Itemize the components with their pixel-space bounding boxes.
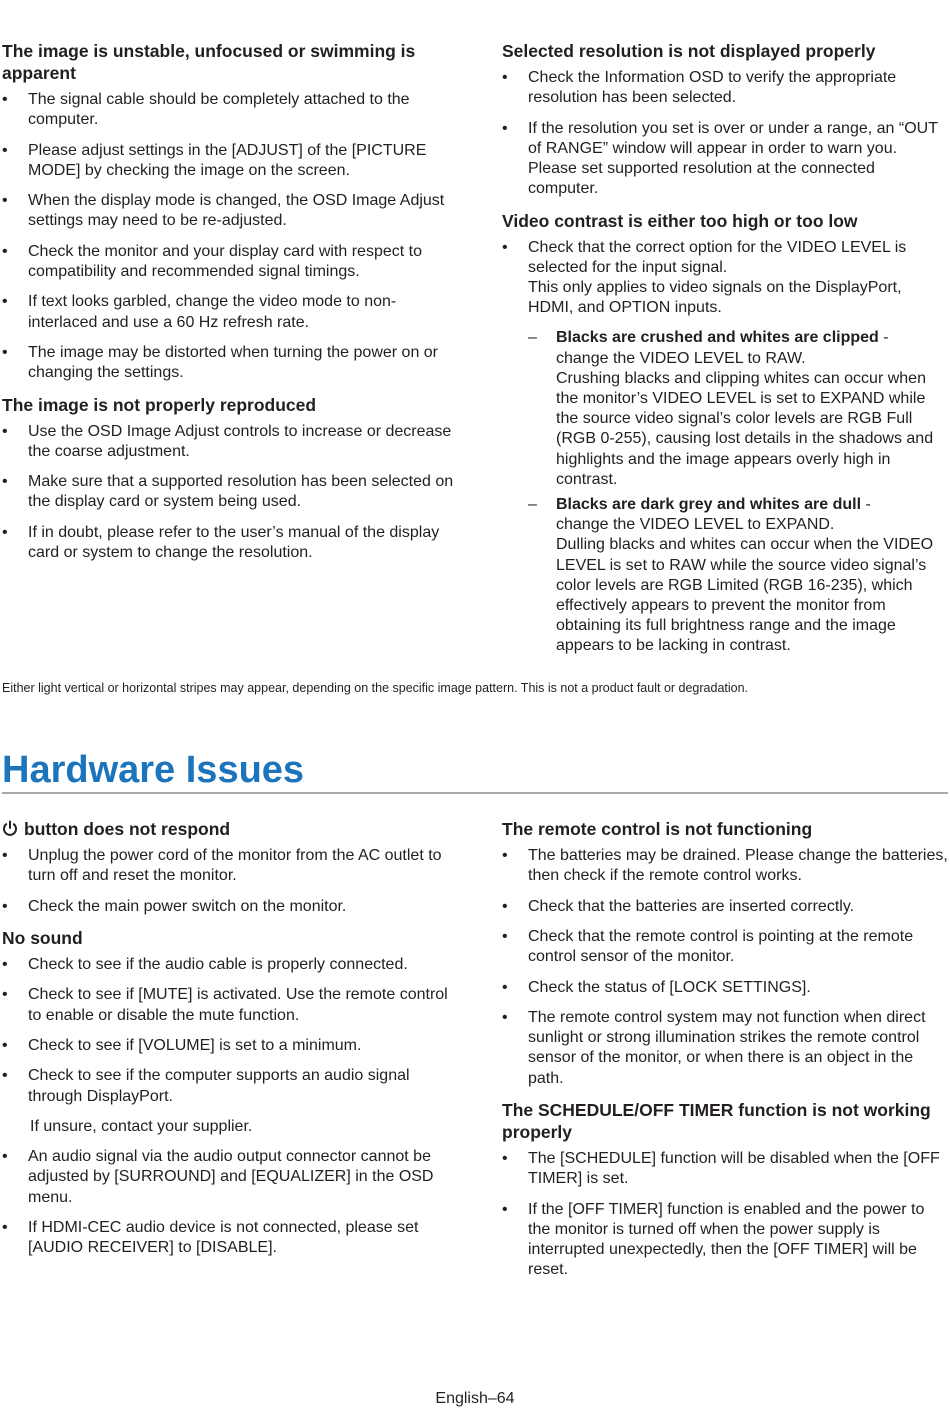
bullet-icon: • [2,955,8,973]
bullet-icon: • [2,1036,8,1054]
dash-item: – Blacks are dark grey and whites are dull - change the VIDEO LEVEL to EXPAND. Dulling blacks and whites can occur when the VIDEO LEVEL is set to RAW while the source video signal’s color levels are RGB Limited (RGB 16-235), which effectively appears to prevent the monitor from obtaining its full brightness range and the image appears to be lacking in contrast. [528,496,934,655]
list-item: • Check the monitor and your display card with respect to compatibility and recommended signal timings. [2,242,422,280]
bullet-icon: • [2,897,8,915]
bullet-list [502,846,948,1089]
list-item: • The signal cable should be completely attached to the computer. [2,91,410,129]
bullet-list [502,68,948,199]
note-text: If unsure, contact your supplier. [30,1117,253,1135]
bullet-icon: • [2,293,8,311]
section-resolution [502,40,948,199]
section-heading: The SCHEDULE/OFF TIMER function is not working properly [502,1099,931,1142]
section-image-not-reproduced [2,394,454,564]
section-heading: The image is not properly reproduced [2,394,317,415]
list-item: • If the resolution you set is over or under a range, an “OUT of RANGE” window will appear in order to warn you. Please set supported resolution at the connected computer. [502,119,938,198]
bullet-list [2,1147,454,1258]
list-item: • When the display mode is changed, the OSD Image Adjust settings may need to be re-adjusted. [2,192,445,230]
bullet-icon: • [2,473,8,491]
bullet-icon: • [2,986,8,1004]
bullet-list [2,422,454,564]
bullet-list [502,1149,948,1280]
list-item: • Check the main power switch on the monitor. [2,897,454,917]
dash-item: – Blacks are crushed and whites are clipped - change the VIDEO LEVEL to RAW. Crushing blacks and clipping whites can occur when the monitor’s VIDEO LEVEL is set to EXPAND while the source video signal’s color levels are RGB Full (RGB 0-255), causing lost details in the shadows and highlights and the image appears overly high in contrast. [528,329,934,488]
bullet-icon: • [502,978,508,996]
section-heading: Selected resolution is not displayed properly [502,41,876,61]
list-item: • An audio signal via the audio output connector cannot be adjusted by [SURROUND] and [EQUALIZER] in the OSD menu. [2,1148,434,1206]
bullet-icon: • [2,242,8,260]
hardware-right-column [502,818,948,1291]
bullet-list [502,238,948,657]
bullet-icon: • [502,69,508,86]
dash-icon: – [528,329,537,347]
list-item: • Please adjust settings in the [ADJUST] of the [PICTURE MODE] by checking the image on the screen. [2,141,427,179]
list-item: • If the [OFF TIMER] function is enabled and the power to the monitor is turned off when the power supply is interrupted unexpectedly, then the [OFF TIMER] will be reset. [502,1200,925,1279]
list-item: • Check the status of [LOCK SETTINGS]. [502,978,948,998]
footnote: Either light vertical or horizontal stripes may appear, depending on the specific image pattern. This is not a product fault or degradation. [2,681,749,695]
bullet-icon: • [2,91,8,108]
list-item: • Check that the correct option for the VIDEO LEVEL is selected for the input signal. This only applies to video signals on the DisplayPort, HDMI, and OPTION inputs. – Blacks are crushed and whites are clipped - change the VIDEO LEVEL to RAW. Crushing blacks and clipping whites can occur when the monitor’s VIDEO LEVEL is set to EXPAND while the source video signal’s color levels are RGB Full (RGB 0-255), causing lost details in the shadows and highlights and the image appears overly high in contrast. – Blacks are dark grey and whites are dull - change the VIDEO LEVEL to EXPAND. Dulling blacks and whites can occur when the VIDEO LEVEL is set to RAW while the source video signal’s color levels are RGB Limited (RGB 16-235), which effectively appears to prevent the monitor from obtaining its full brightness range and the image appears to be lacking in contrast. [502,238,948,657]
list-item: • Check to see if the computer supports an audio signal through DisplayPort. [2,1067,410,1105]
list-item: • Unplug the power cord of the monitor from the AC outlet to turn off and reset the monitor. [2,847,442,885]
bullet-list [2,955,454,1107]
bullet-icon: • [2,192,8,210]
bullet-icon: • [502,1008,508,1026]
bullet-icon: • [502,119,508,137]
section-heading: Video contrast is either too high or too low [502,210,858,231]
bullet-icon: • [2,523,8,541]
page-number: English–64 [435,1390,515,1407]
list-item: • Check to see if the audio cable is properly connected. [2,955,454,975]
section-heading: The image is unstable, unfocused or swimming is apparent [2,41,416,83]
list-item: • Use the OSD Image Adjust controls to increase or decrease the coarse adjustment. [2,422,452,460]
bullet-icon: • [2,141,8,159]
list-item: • If HDMI-CEC audio device is not connected, please set [AUDIO RECEIVER] to [DISABLE]. [2,1218,419,1257]
bullet-icon: • [502,847,508,864]
section-heading: No sound [2,927,83,948]
bullet-list [2,846,454,917]
section-no-sound [2,927,454,1258]
list-item: • The remote control system may not function when direct sunlight or strong illumination strikes the remote control sensor of the monitor, or when there is an object in the path. [502,1008,926,1087]
page-title: Hardware Issues [2,749,305,791]
bullet-icon: • [502,897,508,915]
bullet-icon: • [2,343,8,361]
top-right-column [502,40,948,667]
list-item: • Check the Information OSD to verify the appropriate resolution has been selected. [502,69,897,107]
bullet-list [2,90,454,383]
list-item: • Check to see if [MUTE] is activated. Use the remote control to enable or disable the mute function. [2,986,448,1024]
list-item: • Check to see if [VOLUME] is set to a minimum. [2,1036,454,1056]
list-item: • If in doubt, please refer to the user’s manual of the display card or system to change the resolution. [2,523,440,561]
section-schedule-timer [502,1099,948,1280]
list-item: • If text looks garbled, change the video mode to non-interlaced and use a 60 Hz refresh rate. [2,293,397,331]
dash-icon: – [528,496,537,514]
bullet-icon: • [502,1149,508,1167]
list-item: • The [SCHEDULE] function will be disabled when the [OFF TIMER] is set. [502,1149,940,1188]
list-item: • Make sure that a supported resolution has been selected on the display card or system being used. [2,473,454,511]
top-left-column [2,40,454,573]
bullet-icon: • [2,1067,8,1085]
list-item: • Check that the batteries are inserted correctly. [502,897,948,917]
list-item: • Check that the remote control is pointing at the remote control sensor of the monitor. [502,927,914,966]
section-power-button [2,818,454,917]
bullet-icon: • [502,1200,508,1218]
bullet-icon: • [2,1148,8,1166]
list-item: • The image may be distorted when turning the power on or changing the settings. [2,343,439,382]
section-image-unstable [2,40,454,383]
section-video-contrast [502,210,948,657]
hardware-left-column [2,818,454,1269]
bullet-icon: • [2,1218,8,1236]
bullet-icon: • [502,238,508,256]
title-divider [2,792,948,794]
dash-list [528,328,948,656]
bullet-icon: • [2,422,8,440]
bullet-icon: • [2,847,8,864]
power-icon [2,820,18,837]
section-heading: button does not respond [2,818,454,840]
section-heading: The remote control is not functioning [502,819,813,839]
section-remote-control [502,818,948,1089]
list-item: • The batteries may be drained. Please change the batteries, then check if the remote control works. [502,847,948,885]
bullet-icon: • [502,927,508,945]
